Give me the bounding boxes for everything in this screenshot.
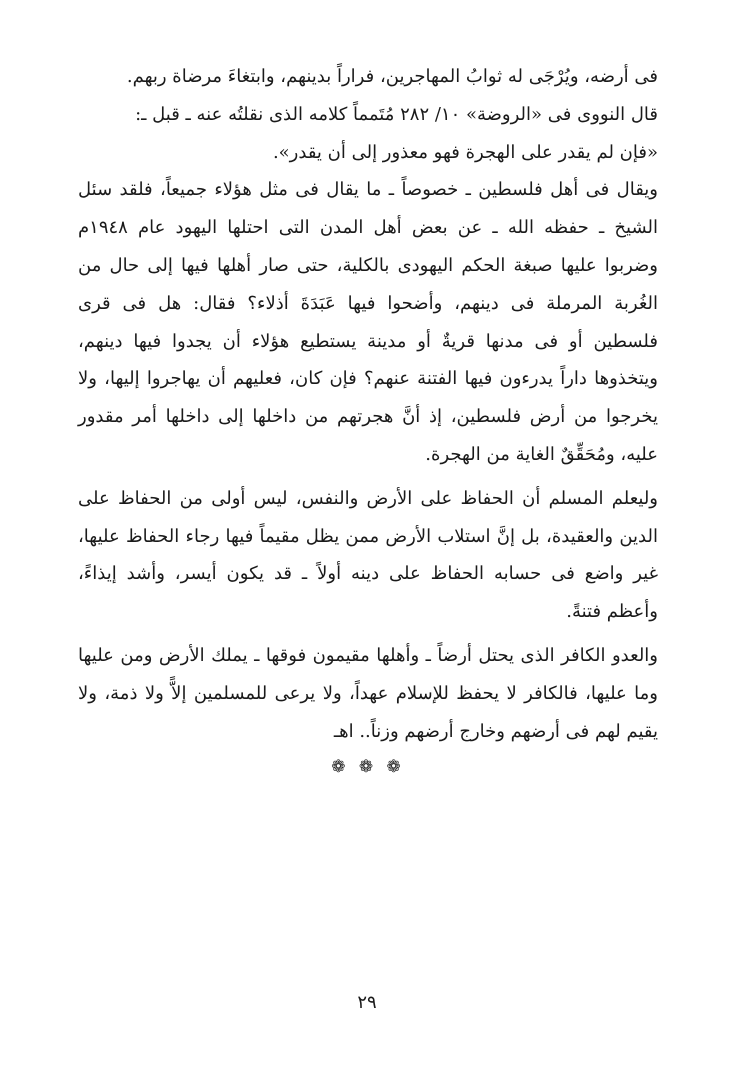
paragraph-6: والعدو الكافر الذى يحتل أرضاً ـ وأهلها مقيمون فوقها ـ يملك الأرض ومن عليها وما عليها، فالكافر لا يحفظ للإسلام عهداً، ولا يرعى للمسلمين إلاًّ ولا ذمة، ولا يقيم لهم فى أرضهم وخارج أرضهم وزناً.. اهـ [78,644,658,742]
section-end-ornament: ❁ ❁ ❁ [331,757,405,778]
paragraph-5: وليعلم المسلم أن الحفاظ على الأرض والنفس، ليس أولى من الحفاظ على الدين والعقيدة، بل إنَّ استلاب الأرض ممن يظل مقيماً فيها رجاء الحفاظ عليها، غير واضع فى حسابه الحفاظ على دينه أولاً ـ قد يكون أيسر، وأشد إيذاءً، وأعظم فتنةً. [78,487,658,623]
paragraph-2: قال النووى فى «الروضة» ١٠/ ٢٨٢ مُتَمماً كلامه الذى نقلتُه عنه ـ قبل ـ: [135,103,658,125]
page-body [78,58,658,782]
paragraph-4: ويقال فى أهل فلسطين ـ خصوصاً ـ ما يقال فى مثل هؤلاء جميعاً، فلقد سئل الشيخ ـ حفظه الله ـ عن بعض أهل المدن التى احتلها اليهود عام ١٩٤٨م وضربوا عليها صبغة الحكم اليهودى بالكلية، حتى صار أهلها فيها إلى حال من الغُربة المرملة فى دينهم، وأضحوا فيها عَبَدَةَ أذلاء؟ فقال: هل فى قرى فلسطين أو فى مدنها قريةٌ أو مدينة يستطيع هؤلاء أن يجدوا فيها دينهم، ويتخذوها داراً يدرءون فيها الفتنة عنهم؟ فإن كان، فعليهم أن يهاجروا إليها، ولا يخرجوا من أرض فلسطين، إذ أنَّ هجرتهم من داخلها إلى داخلها أمر مقدور عليه، ومُحَقِّقٌ الغاية من الهجرة. [78,179,658,465]
page-number: ٢٩ [357,992,377,1013]
paragraph-1: فى أرضه، ويُرْجَى له ثوابُ المهاجرين، فراراً بدينهم، وابتغاءَ مرضاة ربهم. [126,66,658,87]
paragraph-3-quote: «فإن لم يقدر على الهجرة فهو معذور إلى أن يقدر». [272,141,658,163]
